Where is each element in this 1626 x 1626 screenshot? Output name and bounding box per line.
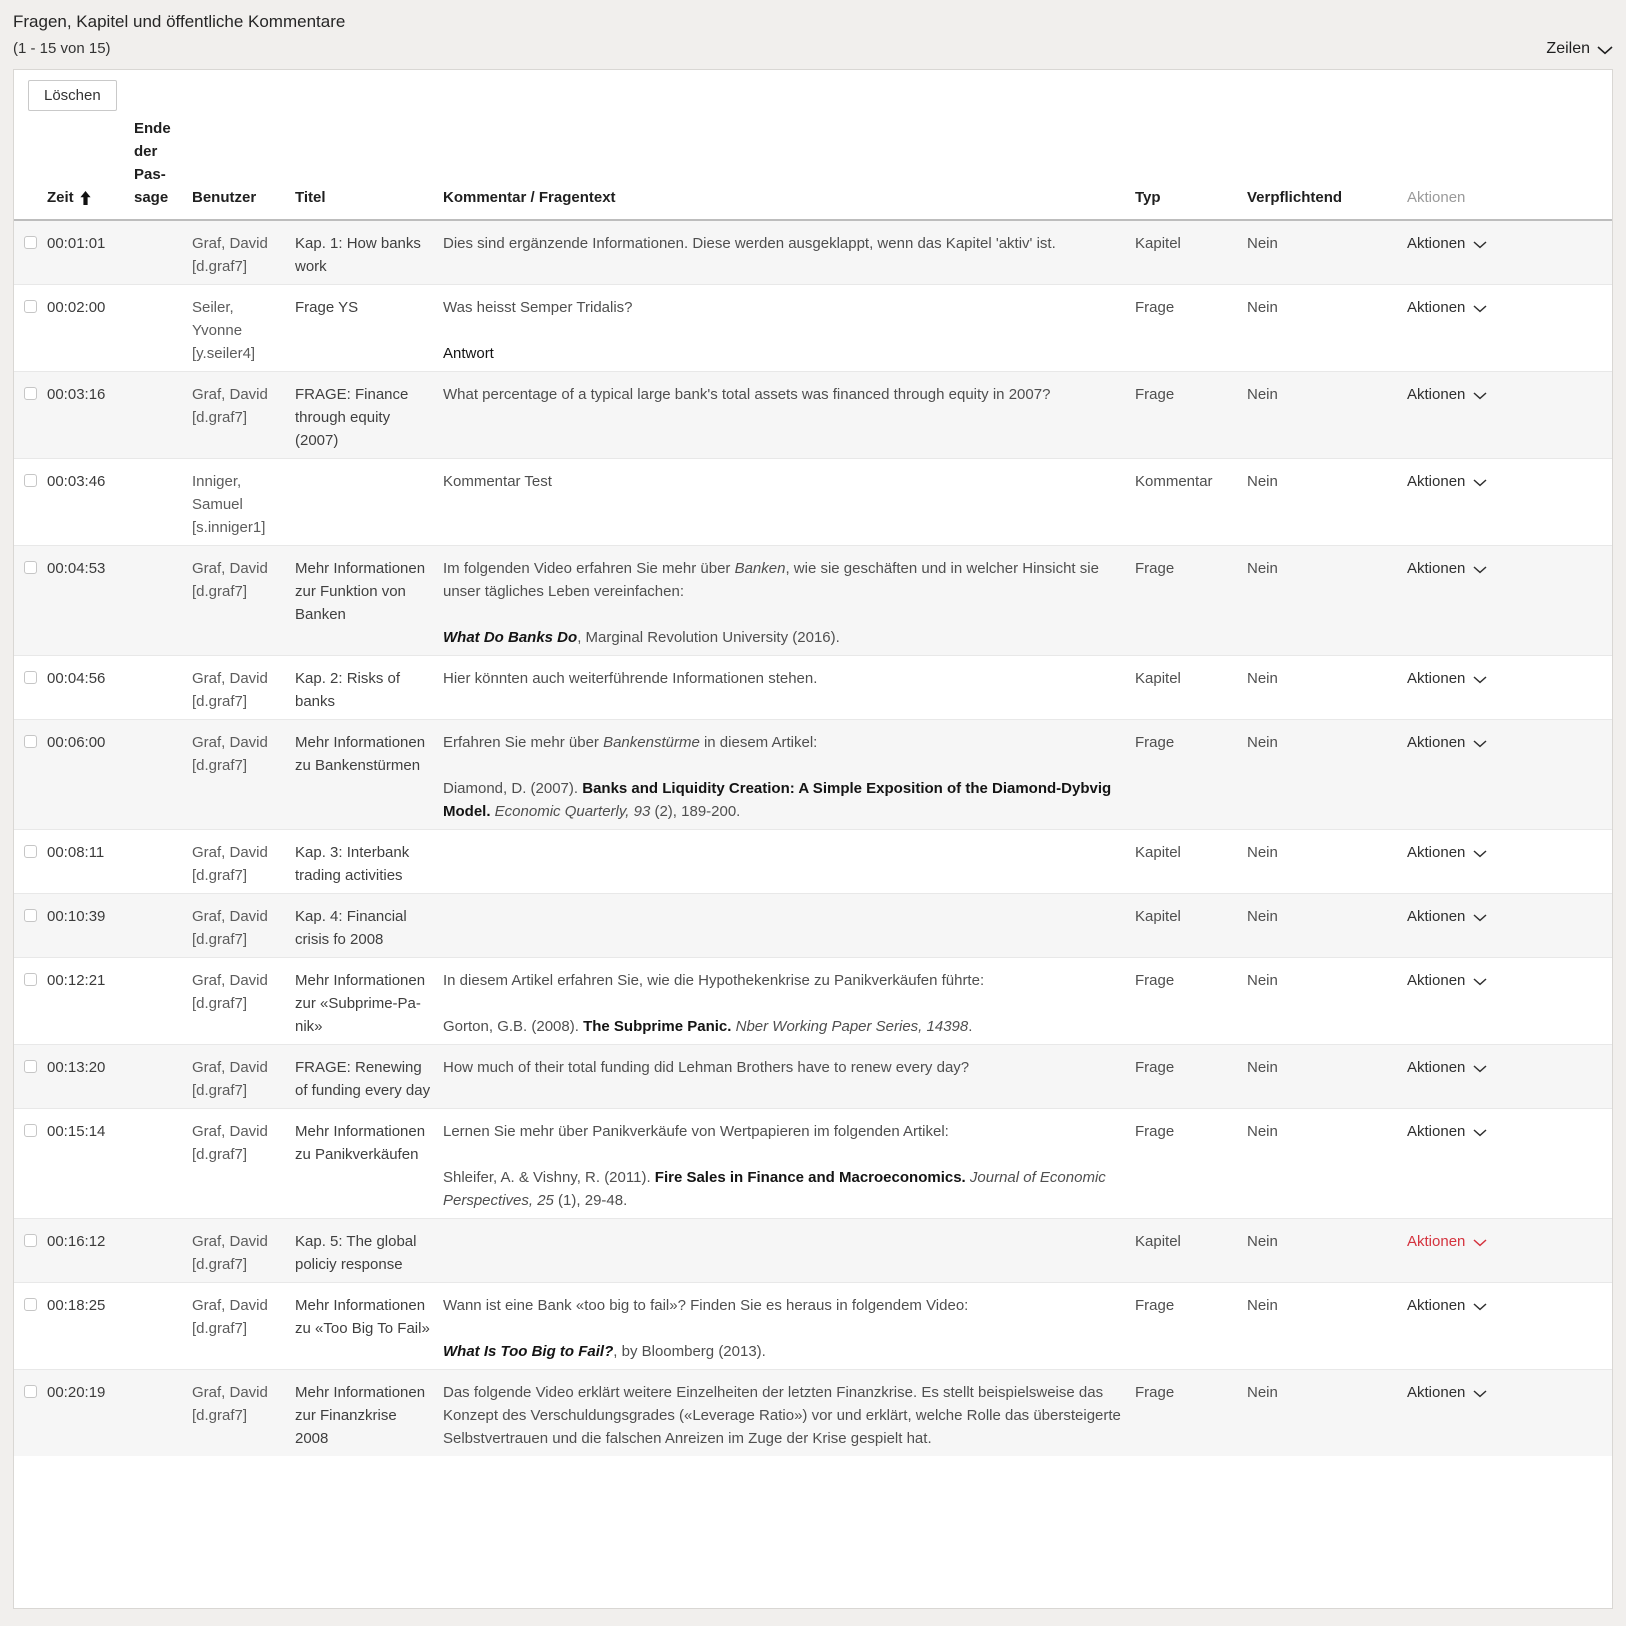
- chevron-down-icon: [1473, 676, 1487, 684]
- comment-text: What Do Banks Do: [443, 629, 578, 646]
- row-checkbox[interactable]: [24, 1060, 37, 1073]
- row-actions-dropdown[interactable]: [1407, 470, 1487, 493]
- cell-aktionen: [1397, 285, 1612, 372]
- result-count: (1 - 15 von 15): [13, 40, 111, 57]
- row-checkbox[interactable]: [24, 387, 37, 400]
- cell-aktionen: [1397, 1370, 1612, 1457]
- chevron-down-icon: [1473, 479, 1487, 487]
- cell-benutzer: Graf, David [d.graf7]: [192, 235, 268, 275]
- cell-ende-der-passage: [134, 1283, 192, 1370]
- cell-benutzer: Graf, David [d.graf7]: [192, 1283, 295, 1370]
- cell-ende-der-passage: [134, 1045, 192, 1109]
- cell-zeit: 00:01:01: [47, 235, 106, 252]
- row-actions-dropdown[interactable]: [1407, 667, 1487, 690]
- cell-zeit: 00:03:16: [47, 372, 134, 459]
- table-row: [14, 546, 1612, 656]
- comment-text: Nber Working Paper Series, 14398: [735, 1018, 969, 1035]
- table-row: [14, 459, 1612, 546]
- cell-titel: Mehr Informationen zu Bankenstürmen: [295, 720, 443, 830]
- row-actions-label: Aktionen: [1407, 1297, 1466, 1314]
- row-actions-dropdown[interactable]: [1407, 383, 1487, 406]
- row-actions-dropdown[interactable]: [1407, 969, 1487, 992]
- cell-zeit: 00:06:00: [47, 720, 134, 830]
- cell-aktionen: [1397, 1109, 1612, 1219]
- row-checkbox[interactable]: [24, 909, 37, 922]
- cell-zeit: 00:04:53: [47, 546, 134, 656]
- cell-aktionen: [1397, 894, 1612, 958]
- column-header-aktionen: Aktionen: [1397, 113, 1612, 220]
- comment-text: Diamond, D. (2007).: [443, 780, 583, 797]
- comment-text: Das folgende Video erklärt weitere Einzelheiten der letzten Finanzkrise. Es stellt beispielsweise das Konzept des Verschuldungsgrades («Leverage Ratio») vor und erklärt, welche Rolle das übersteigerte Selbstvertrauen und die falschen Anreizen im Zuge der Krise gespielt hat.: [443, 1384, 1121, 1447]
- cell-titel: Kap. 5: The global policiy response: [295, 1219, 443, 1283]
- cell-kommentar: [443, 1109, 1135, 1219]
- sort-ascending-icon: [80, 191, 91, 205]
- cell-titel: FRAGE: Renewing of funding every day: [295, 1045, 443, 1109]
- cell-zeit: 00:18:25: [47, 1283, 134, 1370]
- comment-text: What percentage of a typical large bank's total assets was financed through equity in 2007?: [443, 386, 1051, 403]
- cell-kommentar: [443, 958, 1135, 1045]
- cell-zeit: 00:04:56: [47, 656, 134, 720]
- row-actions-dropdown[interactable]: [1407, 905, 1487, 928]
- table-row: [14, 830, 1612, 894]
- column-header-benutzer: Benutzer: [192, 113, 295, 220]
- cell-checkbox: [14, 459, 47, 546]
- cell-typ: Frage: [1135, 546, 1247, 656]
- cell-titel: Mehr Informationen zu Panikverkäufen: [295, 1109, 443, 1219]
- row-actions-dropdown[interactable]: [1407, 1294, 1487, 1317]
- column-header-verpflichtend: Verpflichtend: [1247, 113, 1397, 220]
- chevron-down-icon: [1473, 392, 1487, 400]
- table-row: [14, 220, 1612, 285]
- cell-benutzer: Graf, David [d.graf7]: [192, 830, 295, 894]
- cell-benutzer: Graf, David [d.graf7]: [192, 1370, 295, 1457]
- row-checkbox[interactable]: [24, 1124, 37, 1137]
- chevron-down-icon: [1473, 241, 1487, 249]
- cell-aktionen: [1397, 1219, 1612, 1283]
- comment-text: , by Bloomberg (2013).: [613, 1343, 766, 1360]
- cell-benutzer: Graf, David [d.graf7]: [192, 372, 295, 459]
- chevron-down-icon: [1473, 1239, 1487, 1247]
- table-row: [14, 1370, 1612, 1457]
- row-actions-label: Aktionen: [1407, 1384, 1466, 1401]
- cell-titel: Kap. 2: Risks of banks: [295, 656, 443, 720]
- comment-text: Banken: [734, 560, 786, 577]
- cell-kommentar: [443, 1219, 1135, 1283]
- cell-checkbox: [14, 830, 47, 894]
- comment-text: (2), 189-200.: [650, 803, 741, 820]
- cell-kommentar: [443, 285, 1135, 372]
- cell-checkbox: [14, 720, 47, 830]
- cell-typ: Frage: [1135, 720, 1247, 830]
- cell-aktionen: [1397, 958, 1612, 1045]
- column-header-titel: Titel: [295, 113, 443, 220]
- cell-typ: Kapitel: [1135, 894, 1247, 958]
- row-actions-label: Aktionen: [1407, 908, 1466, 925]
- cell-zeit: 00:08:11: [47, 830, 134, 894]
- cell-checkbox: [14, 1045, 47, 1109]
- cell-checkbox: [14, 546, 47, 656]
- cell-ende-der-passage: [134, 894, 192, 958]
- comment-text: Shleifer, A. & Vishny, R. (2011).: [443, 1169, 655, 1186]
- row-actions-dropdown[interactable]: [1407, 557, 1487, 580]
- cell-typ: Kommentar: [1135, 459, 1247, 546]
- cell-checkbox: [14, 894, 47, 958]
- cell-aktionen: [1397, 656, 1612, 720]
- cell-ende-der-passage: [134, 830, 192, 894]
- cell-typ: Frage: [1135, 1283, 1247, 1370]
- row-actions-dropdown[interactable]: [1407, 1056, 1487, 1079]
- cell-checkbox: [14, 656, 47, 720]
- row-actions-label: Aktionen: [1407, 972, 1466, 989]
- column-header-typ: Typ: [1135, 113, 1247, 220]
- cell-ende-der-passage: [134, 720, 192, 830]
- cell-benutzer: Graf, David [d.graf7]: [192, 546, 295, 656]
- comment-text: Hier könnten auch weiterführende Informationen stehen.: [443, 670, 818, 687]
- row-actions-dropdown[interactable]: [1407, 841, 1487, 864]
- cell-benutzer: Inniger, Samuel [s.inniger1]: [192, 459, 295, 546]
- comment-text: in diesem Artikel:: [699, 734, 818, 751]
- cell-kommentar: [443, 894, 1135, 958]
- cell-aktionen: [1397, 720, 1612, 830]
- table-row: [14, 372, 1612, 459]
- table-row: [14, 894, 1612, 958]
- cell-aktionen: [1397, 830, 1612, 894]
- cell-kommentar: [443, 830, 1135, 894]
- comment-text: How much of their total funding did Lehman Brothers have to renew every day?: [443, 1059, 970, 1076]
- cell-zeit: 00:02:00: [47, 285, 134, 372]
- cell-aktionen: [1397, 546, 1612, 656]
- cell-zeit: 00:13:20: [47, 1045, 134, 1109]
- comment-text: Fire Sales in Finance and Macroeconomics.: [654, 1169, 966, 1186]
- cell-verpflichtend: Nein: [1247, 285, 1397, 372]
- row-actions-dropdown[interactable]: [1407, 1230, 1487, 1253]
- cell-ende-der-passage: [134, 958, 192, 1045]
- cell-aktionen: [1397, 459, 1612, 546]
- chevron-down-icon: [1597, 46, 1613, 55]
- row-actions-label: Aktionen: [1407, 235, 1466, 252]
- cell-typ: Frage: [1135, 1109, 1247, 1219]
- cell-typ: Frage: [1135, 1370, 1247, 1457]
- cell-zeit: 00:03:46: [47, 459, 134, 546]
- chevron-down-icon: [1473, 1129, 1487, 1137]
- cell-typ: Frage: [1135, 1045, 1247, 1109]
- comment-text: Was heisst Semper Tridalis?: [443, 299, 633, 316]
- comment-text: Banks and Liquidity Creation: A Simple Exposition of the Diamond-Dybvig Model.: [443, 780, 1112, 820]
- comment-text: In diesem Artikel erfahren Sie, wie die Hypothekenkrise zu Panikverkäufen führte:: [443, 972, 985, 989]
- cell-benutzer: Graf, David [d.graf7]: [192, 894, 295, 958]
- cell-aktionen: [1397, 1283, 1612, 1370]
- row-actions-label: Aktionen: [1407, 560, 1466, 577]
- table-header-row: [14, 113, 1612, 220]
- row-checkbox[interactable]: [24, 300, 37, 313]
- row-checkbox[interactable]: [24, 845, 37, 858]
- comment-text: Bankenstürme: [603, 734, 700, 751]
- column-header-kommentar: Kommentar / Fragentext: [443, 113, 1135, 220]
- row-actions-dropdown[interactable]: [1407, 1381, 1487, 1404]
- cell-titel: Kap. 1: How banks work: [295, 235, 421, 275]
- cell-benutzer: Graf, David [d.graf7]: [192, 720, 295, 830]
- cell-benutzer: Graf, David [d.graf7]: [192, 958, 295, 1045]
- row-actions-dropdown[interactable]: [1407, 731, 1487, 754]
- cell-verpflichtend: Nein: [1247, 1045, 1397, 1109]
- cell-verpflichtend: Nein: [1247, 720, 1397, 830]
- cell-checkbox: [14, 1370, 47, 1457]
- row-actions-label: Aktionen: [1407, 386, 1466, 403]
- row-actions-label: Aktionen: [1407, 1059, 1466, 1076]
- cell-titel: Kap. 3: Interbank trading activities: [295, 830, 443, 894]
- column-header-checkbox: [14, 113, 47, 220]
- cell-kommentar: [443, 1370, 1135, 1457]
- cell-verpflichtend: Nein: [1247, 372, 1397, 459]
- cell-ende-der-passage: [134, 1219, 192, 1283]
- chevron-down-icon: [1473, 1065, 1487, 1073]
- cell-typ: Kapitel: [1135, 656, 1247, 720]
- cell-typ: Frage: [1135, 958, 1247, 1045]
- cell-benutzer: Graf, David [d.graf7]: [192, 1045, 295, 1109]
- cell-kommentar: [443, 1283, 1135, 1370]
- row-actions-label: Aktionen: [1407, 1123, 1466, 1140]
- table-row: [14, 1109, 1612, 1219]
- cell-verpflichtend: Nein: [1247, 459, 1397, 546]
- table-row: [14, 720, 1612, 830]
- cell-typ: Kapitel: [1135, 830, 1247, 894]
- row-checkbox[interactable]: [24, 1385, 37, 1398]
- cell-kommentar: [443, 546, 1135, 656]
- cell-titel: FRAGE: Finance through equity (2007): [295, 372, 443, 459]
- comment-text: Wann ist eine Bank «too big to fail»? Finden Sie es heraus in folgendem Video:: [443, 1297, 969, 1314]
- comment-text: Im folgenden Video erfahren Sie mehr über: [443, 560, 735, 577]
- answer-link[interactable]: Antwort: [443, 345, 494, 362]
- row-checkbox[interactable]: [24, 973, 37, 986]
- cell-kommentar: [443, 1045, 1135, 1109]
- chevron-down-icon: [1473, 740, 1487, 748]
- cell-benutzer: Graf, David [d.graf7]: [192, 1109, 295, 1219]
- cell-ende-der-passage: [134, 459, 192, 546]
- row-actions-label: Aktionen: [1407, 299, 1466, 316]
- row-checkbox[interactable]: [24, 1298, 37, 1311]
- cell-ende-der-passage: [134, 220, 192, 285]
- row-checkbox[interactable]: [24, 474, 37, 487]
- cell-verpflichtend: Nein: [1247, 546, 1397, 656]
- row-actions-label: Aktionen: [1407, 734, 1466, 751]
- row-checkbox[interactable]: [24, 236, 37, 249]
- comment-text: Erfahren Sie mehr über: [443, 734, 604, 751]
- cell-benutzer: Seiler, Yvonne [y.seiler4]: [192, 285, 295, 372]
- comment-text: , wie sie geschäften und in welcher Hinsicht sie unser tägliches Leben vereinfachen:: [443, 560, 1099, 600]
- comments-panel: [13, 69, 1613, 1609]
- cell-verpflichtend: Nein: [1247, 235, 1278, 252]
- row-actions-dropdown[interactable]: [1407, 1120, 1487, 1143]
- cell-zeit: 00:16:12: [47, 1219, 134, 1283]
- cell-verpflichtend: Nein: [1247, 1219, 1397, 1283]
- table-row: [14, 958, 1612, 1045]
- chevron-down-icon: [1473, 850, 1487, 858]
- rows-per-page-dropdown[interactable]: [1546, 37, 1613, 60]
- cell-checkbox: [14, 372, 47, 459]
- comment-text: Kommentar Test: [443, 473, 552, 490]
- row-actions-label: Aktionen: [1407, 844, 1466, 861]
- cell-ende-der-passage: [134, 546, 192, 656]
- cell-kommentar: [443, 372, 1135, 459]
- chevron-down-icon: [1473, 566, 1487, 574]
- cell-titel: Mehr Informationen zur «Subprime-Panik»: [295, 958, 443, 1045]
- column-header-zeit-label: Zeit: [47, 189, 74, 206]
- comment-text: Journal of Economic Perspectives, 25: [443, 1169, 1106, 1209]
- chevron-down-icon: [1473, 1303, 1487, 1311]
- cell-titel: [295, 459, 443, 546]
- cell-typ: Kapitel: [1135, 1219, 1247, 1283]
- column-header-zeit[interactable]: [47, 113, 134, 220]
- row-actions-dropdown[interactable]: [1407, 296, 1487, 319]
- cell-verpflichtend: Nein: [1247, 894, 1397, 958]
- cell-verpflichtend: Nein: [1247, 656, 1397, 720]
- row-checkbox[interactable]: [24, 671, 37, 684]
- cell-benutzer: Graf, David [d.graf7]: [192, 1219, 295, 1283]
- table-body: [14, 220, 1612, 1456]
- cell-checkbox: [14, 1109, 47, 1219]
- row-actions-dropdown[interactable]: [1407, 232, 1487, 255]
- row-actions-label: Aktionen: [1407, 670, 1466, 687]
- comment-text: Dies sind ergänzende Informationen. Diese werden ausgeklappt, wenn das Kapitel 'aktiv' ist.: [443, 235, 1056, 252]
- cell-zeit: 00:15:14: [47, 1109, 134, 1219]
- row-checkbox[interactable]: [24, 735, 37, 748]
- cell-zeit: 00:20:19: [47, 1370, 134, 1457]
- cell-verpflichtend: Nein: [1247, 830, 1397, 894]
- cell-ende-der-passage: [134, 656, 192, 720]
- comment-text: Gorton, G.B. (2008).: [443, 1018, 584, 1035]
- cell-titel: Mehr Informationen zur Finanzkrise 2008: [295, 1370, 443, 1457]
- comment-text: The Subprime Panic.: [583, 1018, 732, 1035]
- cell-aktionen: [1397, 372, 1612, 459]
- cell-checkbox: [14, 1283, 47, 1370]
- comments-table: [14, 113, 1612, 1456]
- page-title: Fragen, Kapitel und öffentliche Kommentare: [13, 12, 346, 31]
- cell-verpflichtend: Nein: [1247, 1283, 1397, 1370]
- chevron-down-icon: [1473, 305, 1487, 313]
- table-row: [14, 1219, 1612, 1283]
- table-row: [14, 285, 1612, 372]
- comment-text: .: [968, 1018, 973, 1035]
- table-row: [14, 656, 1612, 720]
- cell-kommentar: [443, 459, 1135, 546]
- cell-titel: Mehr Informationen zur Funktion von Banken: [295, 546, 443, 656]
- row-checkbox[interactable]: [24, 1234, 37, 1247]
- column-header-ende-der-passage: Ende der Passage: [134, 113, 192, 220]
- cell-typ: Frage: [1135, 285, 1247, 372]
- comment-text: (1), 29-48.: [553, 1192, 628, 1209]
- row-actions-label: Aktionen: [1407, 1233, 1466, 1250]
- cell-ende-der-passage: [134, 285, 192, 372]
- cell-checkbox: [14, 1219, 47, 1283]
- cell-ende-der-passage: [134, 372, 192, 459]
- comment-text: What Is Too Big to Fail?: [443, 1343, 614, 1360]
- comment-text: Lernen Sie mehr über Panikverkäufe von Wertpapieren im folgenden Artikel:: [443, 1123, 949, 1140]
- cell-titel: Mehr Informationen zu «Too Big To Fail»: [295, 1283, 443, 1370]
- cell-kommentar: [443, 656, 1135, 720]
- cell-zeit: 00:12:21: [47, 958, 134, 1045]
- cell-kommentar: [443, 220, 1135, 285]
- comment-text: Economic Quarterly, 93: [494, 803, 651, 820]
- cell-aktionen: [1397, 1045, 1612, 1109]
- cell-typ: Kapitel: [1135, 235, 1181, 252]
- table-row: [14, 1045, 1612, 1109]
- cell-verpflichtend: Nein: [1247, 1370, 1397, 1457]
- cell-ende-der-passage: [134, 1370, 192, 1457]
- cell-typ: Frage: [1135, 372, 1247, 459]
- cell-titel: Kap. 4: Financial crisis fo 2008: [295, 894, 443, 958]
- cell-kommentar: [443, 720, 1135, 830]
- row-checkbox[interactable]: [24, 561, 37, 574]
- chevron-down-icon: [1473, 914, 1487, 922]
- row-actions-label: Aktionen: [1407, 473, 1466, 490]
- chevron-down-icon: [1473, 978, 1487, 986]
- cell-checkbox: [14, 285, 47, 372]
- chevron-down-icon: [1473, 1390, 1487, 1398]
- rows-menu-label: Zeilen: [1546, 40, 1590, 57]
- cell-ende-der-passage: [134, 1109, 192, 1219]
- delete-button[interactable]: Löschen: [28, 80, 117, 111]
- comment-text: , Marginal Revolution University (2016).: [577, 629, 840, 646]
- table-row: [14, 1283, 1612, 1370]
- cell-zeit: 00:10:39: [47, 894, 134, 958]
- cell-aktionen: [1397, 220, 1612, 285]
- cell-benutzer: Graf, David [d.graf7]: [192, 656, 295, 720]
- cell-checkbox: [14, 220, 47, 285]
- cell-verpflichtend: Nein: [1247, 1109, 1397, 1219]
- cell-checkbox: [14, 958, 47, 1045]
- cell-verpflichtend: Nein: [1247, 958, 1397, 1045]
- cell-titel: Frage YS: [295, 285, 443, 372]
